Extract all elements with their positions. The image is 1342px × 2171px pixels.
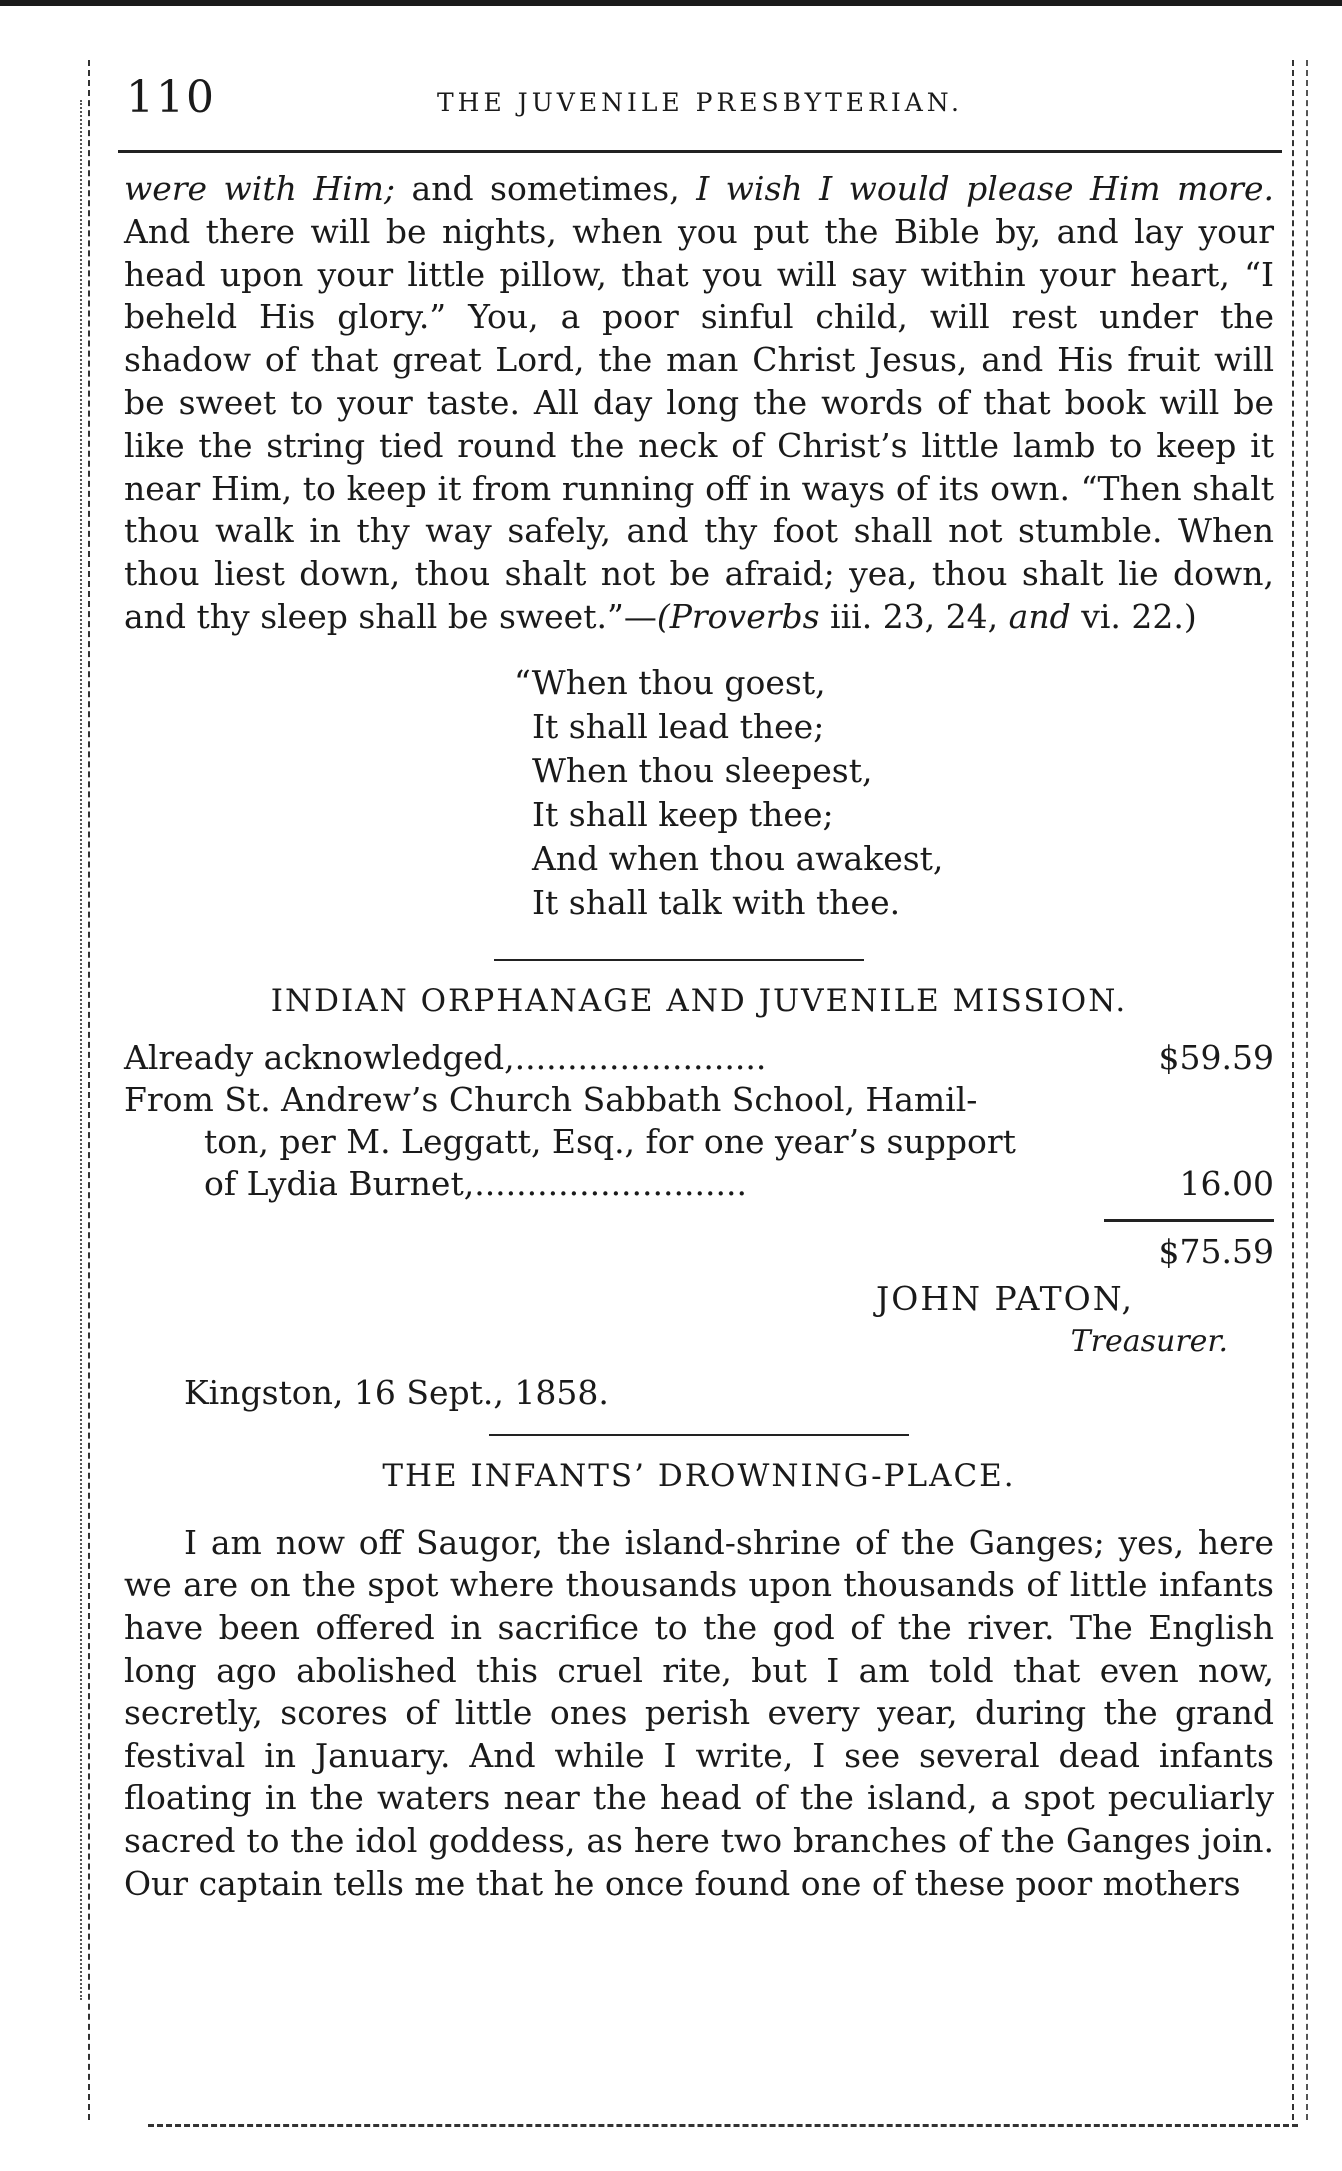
intro-citation-ref: iii. 23, 24, [819,596,1009,636]
poem-line: It shall keep thee; [532,794,834,834]
right-frame-rule [1292,60,1294,2120]
drowning-place-paragraph: I am now off Saugor, the island-shrine of the Ganges; yes, here we are on the spot where thousands upon thousands of little infants have been offered in sacrifice to the god of the river. The English long ago abolished this cruel rite, but I am told that even now, secretly, scores of little ones perish every year, during the grand festival in January. And while I write, I see several dead infants floating in the waters near the head of the island, a spot peculiarly sacred to the idol goddess, as here two branches of the Ganges join. Our captain tells me that he once found one of these poor mothers [124,1522,1274,1903]
running-title: THE JUVENILE PRESBYTERIAN. [437,88,963,117]
intro-citation-and: and [1008,596,1071,636]
ledger-row [124,1079,1274,1121]
ledger-description: Already acknowledged,........................ [124,1037,767,1077]
intro-text-2: And there will be nights, when you put the Bible by, and lay your head upon your little pillow, that you will say within your heart, “I beheld His glory.” You, a poor sinful child, will rest under the shadow of that great Lord, the man Christ Jesus, and His fruit will be sweet to your taste. All day long the words of that book will be like the string tied round the neck of Christ’s little lamb to keep it near Him, to keep it from running off in ways of its own. “Then shalt thou walk in thy way safely, and thy foot shall not stumble. When thou liest down, thou shalt not be afraid; yea, thou shalt lie down, and thy sleep shall be sweet.”— [124,211,1274,636]
intro-text-1: and sometimes, [395,169,697,208]
treasurer-title: Treasurer. [1070,1323,1228,1359]
intro-citation-book: (Proverbs [656,596,820,636]
ledger-description: of Lydia Burnet,.......................... [204,1163,747,1203]
page-content [124,168,1274,1938]
poem [514,661,1274,925]
left-frame-rule-inner [80,100,82,2000]
ledger-total: $75.59 [1158,1231,1274,1271]
right-frame-rule-outer [1306,60,1308,2120]
poem-line: It shall lead thee; [532,706,825,746]
intro-paragraph [124,168,1274,639]
ledger-row [124,1037,1274,1079]
header-rule [118,150,1282,153]
dateline: Kingston, 16 Sept., 1858. [184,1372,609,1412]
ledger-description: ton, per M. Leggatt, Esq., for one year’s support [204,1121,1016,1161]
poem-line: “When thou goest, [514,662,826,702]
page-number: 110 [126,72,216,123]
ledger-row [124,1121,1274,1163]
treasurer-name: JOHN PATON, [876,1278,1134,1318]
ledger-description: From St. Andrew’s Church Sabbath School, Hamil- [124,1079,978,1119]
poem-line: It shall talk with thee. [532,882,901,922]
drowning-place-heading: THE INFANTS’ DROWNING-PLACE. [382,1457,1016,1494]
ledger-amount: 16.00 [1179,1163,1274,1203]
intro-citation-ref-2: vi. 22.) [1070,596,1197,636]
intro-italic-1: were with Him; [124,169,396,208]
total-rule [1104,1219,1274,1222]
poem-line: When thou sleepest, [532,750,873,790]
orphanage-heading: INDIAN ORPHANAGE AND JUVENILE MISSION. [270,982,1128,1019]
section-divider [494,959,864,961]
poem-line: And when thou awakest, [532,838,944,878]
ledger-amount: $59.59 [1158,1037,1274,1077]
top-border-rule [0,0,1342,6]
page-header [120,72,1280,132]
ledger-row [124,1163,1274,1205]
bottom-border-rule [148,2124,1298,2127]
left-frame-rule [88,60,90,2120]
section-divider [489,1434,909,1436]
intro-italic-2: I wish I would please Him more. [696,169,1274,208]
acknowledgement-ledger [124,1037,1274,1205]
